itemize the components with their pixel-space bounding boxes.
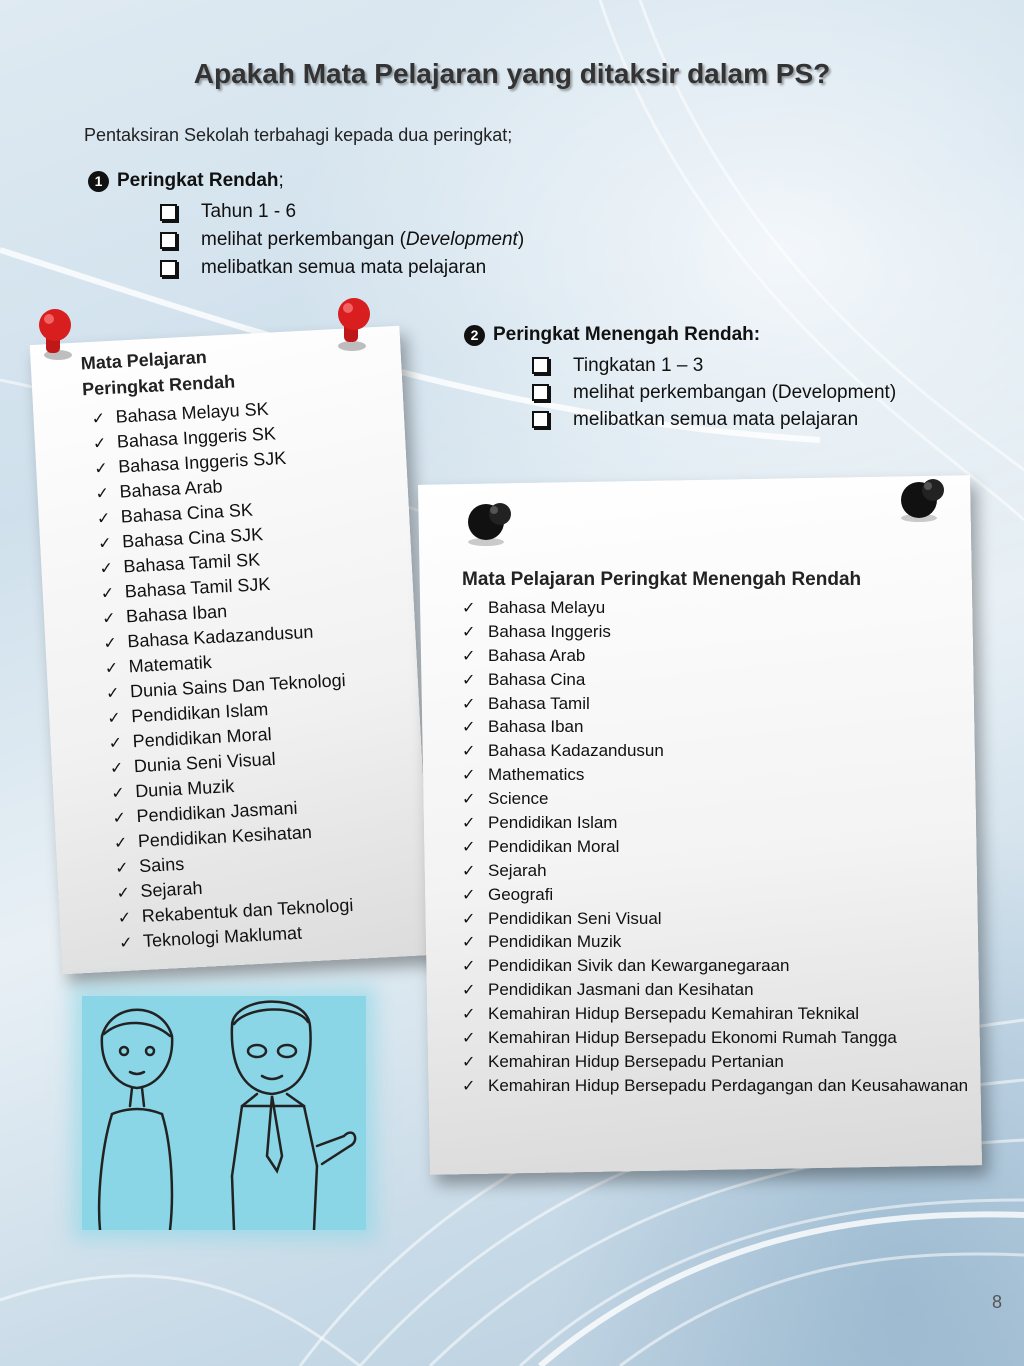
black-pushpin-icon: [895, 474, 955, 524]
level1-bullet: [160, 254, 524, 282]
checkmark-icon: ✓: [462, 1006, 476, 1024]
secondary-subject-item-label: Science: [488, 789, 549, 809]
level2-bullet: [532, 379, 896, 406]
checkmark-icon: ✓: [104, 659, 119, 678]
secondary-subject-item: [462, 692, 968, 716]
secondary-subject-item: [462, 859, 968, 883]
checkmark-icon: ✓: [100, 585, 115, 603]
checkmark-icon: ✓: [103, 634, 118, 653]
secondary-subject-item: [462, 907, 968, 931]
primary-subject-item-label: Rekabentuk dan Teknologi: [141, 894, 354, 927]
primary-subject-item-label: Bahasa Iban: [125, 601, 228, 627]
checkmark-icon: ✓: [114, 859, 130, 878]
secondary-subject-item-label: Kemahiran Hidup Bersepadu Kemahiran Teknikal: [488, 1004, 860, 1024]
level1-heading-text: Peringkat Rendah: [117, 170, 279, 191]
checkmark-icon: ✓: [462, 767, 476, 785]
secondary-subject-item: [462, 620, 968, 644]
secondary-subject-item-label: Bahasa Cina: [488, 669, 586, 689]
secondary-subject-item: [462, 739, 968, 763]
secondary-subject-item-label: Pendidikan Moral: [488, 836, 620, 856]
checkmark-icon: ✓: [462, 910, 476, 928]
checkmark-icon: ✓: [107, 709, 122, 728]
level1-bullet-italic: Development: [405, 229, 518, 250]
primary-subject-item-label: Dunia Sains Dan Teknologi: [129, 670, 347, 702]
primary-subject-item-label: Bahasa Cina SJK: [121, 524, 264, 552]
secondary-subject-item-label: Kemahiran Hidup Bersepadu Perdagangan dan Keusahawanan: [488, 1075, 969, 1095]
secondary-subject-item-label: Geografi: [488, 884, 554, 904]
checkmark-icon: ✓: [462, 1077, 476, 1095]
checkmark-icon: ✓: [91, 410, 106, 428]
primary-note-title-line1: Mata Pelajaran: [80, 346, 208, 374]
primary-subject-item-label: Teknologi Maklumat: [142, 922, 303, 951]
checkbox-bullet-icon: [160, 204, 177, 221]
level2-heading: [464, 324, 896, 346]
checkmark-icon: ✓: [462, 600, 476, 617]
checkmark-icon: ✓: [462, 743, 476, 761]
primary-subjects-note: [30, 326, 432, 975]
level1-bullet-text: melibatkan semua mata pelajaran: [201, 257, 487, 278]
level1-bullet-text: Tahun 1 - 6: [201, 201, 297, 222]
primary-subject-item-label: Bahasa Tamil SK: [122, 549, 261, 577]
level2-bullet-text: Tingkatan 1 – 3: [573, 354, 704, 376]
level2-bullet: [532, 352, 896, 379]
checkmark-icon: ✓: [118, 934, 134, 953]
secondary-subject-item: [462, 787, 968, 811]
secondary-subject-item: [462, 668, 968, 692]
primary-subject-item-label: Bahasa Tamil SJK: [124, 573, 271, 602]
primary-subject-item-label: Bahasa Arab: [119, 476, 224, 502]
checkmark-icon: ✓: [462, 862, 476, 880]
intro-text: Pentaksiran Sekolah terbahagi kepada dua peringkat;: [84, 125, 513, 145]
checkmark-icon: ✓: [462, 815, 476, 833]
secondary-subject-item: [462, 954, 968, 978]
checkmark-icon: ✓: [108, 734, 123, 753]
primary-subject-item-label: Pendidikan Islam: [130, 699, 269, 727]
primary-subject-item-label: Bahasa Inggeris SK: [116, 423, 277, 452]
checkmark-icon: ✓: [109, 759, 124, 778]
checkbox-bullet-icon: [532, 411, 549, 428]
secondary-subject-item: [462, 883, 968, 907]
students-sketch-illustration: [82, 996, 366, 1230]
checkmark-icon: ✓: [462, 1053, 476, 1071]
primary-subject-item-label: Dunia Muzik: [134, 776, 235, 802]
primary-subject-item-label: Bahasa Cina SK: [120, 499, 254, 527]
primary-subject-item-label: Bahasa Inggeris SJK: [117, 447, 287, 477]
black-pushpin-icon: [460, 498, 520, 548]
red-pushpin-icon: [330, 294, 380, 354]
secondary-subject-item-label: Pendidikan Seni Visual: [488, 908, 662, 928]
level1-bullet-text: melihat perkembangan (: [201, 229, 406, 250]
checkmark-icon: ✓: [116, 884, 131, 903]
level2-bullet-text: melibatkan semua mata pelajaran: [573, 408, 859, 430]
checkmark-icon: ✓: [97, 535, 113, 553]
checkmark-icon: ✓: [93, 460, 109, 478]
checkmark-icon: ✓: [110, 784, 126, 803]
checkmark-icon: ✓: [105, 684, 120, 703]
checkmark-icon: ✓: [113, 834, 128, 853]
primary-subject-item-label: Sejarah: [139, 877, 203, 902]
page-title: Apakah Mata Pelajaran yang ditaksir dalam PS?: [193, 58, 831, 89]
secondary-subject-item-label: Mathematics: [488, 765, 585, 785]
secondary-subject-item-label: Bahasa Melayu: [488, 598, 606, 617]
secondary-subject-item: [462, 1050, 968, 1074]
primary-subjects-list: [91, 393, 359, 955]
primary-subject-item-label: Sains: [138, 853, 185, 877]
secondary-subject-item: [462, 715, 968, 739]
level2-bullet: [532, 406, 896, 433]
students-drawing: [82, 996, 366, 1230]
level1-heading-suffix: ;: [278, 170, 284, 191]
secondary-subject-item: [462, 978, 968, 1002]
red-pushpin-icon: [30, 305, 80, 365]
secondary-subject-item-label: Bahasa Inggeris: [488, 621, 611, 641]
checkbox-bullet-icon: [160, 232, 177, 249]
checkmark-icon: ✓: [462, 791, 476, 809]
level1-bullet: [160, 226, 524, 254]
level2-section: [464, 324, 896, 433]
checkmark-icon: ✓: [462, 695, 476, 713]
secondary-subject-item: [462, 644, 968, 668]
checkmark-icon: ✓: [112, 809, 127, 828]
secondary-subject-item: [462, 1026, 968, 1050]
checkmark-icon: ✓: [92, 435, 107, 453]
primary-subject-item-label: Pendidikan Jasmani: [136, 797, 298, 827]
secondary-subject-item-label: Kemahiran Hidup Bersepadu Pertanian: [488, 1051, 784, 1071]
secondary-subject-item-label: Pendidikan Sivik dan Kewarganegaraan: [488, 956, 790, 976]
secondary-subject-item-label: Sejarah: [488, 860, 547, 880]
primary-subject-item-label: Pendidikan Kesihatan: [137, 822, 313, 852]
checkmark-icon: ✓: [462, 647, 476, 665]
checkmark-icon: ✓: [99, 560, 114, 578]
checkmark-icon: ✓: [101, 610, 117, 628]
checkmark-icon: ✓: [462, 838, 476, 856]
checkmark-icon: ✓: [95, 485, 110, 503]
secondary-subject-item-label: Pendidikan Islam: [488, 813, 618, 833]
level1-heading: [88, 170, 524, 192]
primary-subject-item-label: Bahasa Kadazandusun: [126, 621, 314, 652]
primary-note-title: [80, 342, 236, 402]
checkmark-icon: ✓: [462, 1030, 476, 1048]
checkmark-icon: ✓: [96, 510, 111, 528]
secondary-note-title: Mata Pelajaran Peringkat Menengah Rendah: [462, 569, 862, 590]
number-1-icon: 1: [88, 171, 109, 192]
checkmark-icon: ✓: [462, 671, 476, 689]
number-2-icon: 2: [464, 325, 485, 346]
primary-subject-item-label: Bahasa Melayu SK: [115, 398, 270, 427]
page-number: 8: [991, 1292, 1002, 1312]
secondary-subject-item: [462, 835, 968, 859]
level2-heading-text: Peringkat Menengah Rendah:: [493, 324, 761, 345]
checkmark-icon: ✓: [462, 982, 476, 1000]
checkbox-bullet-icon: [532, 384, 549, 401]
checkbox-bullet-icon: [160, 260, 177, 277]
secondary-subject-item-label: Kemahiran Hidup Bersepadu Ekonomi Rumah Tangga: [488, 1028, 897, 1048]
checkmark-icon: ✓: [462, 623, 476, 641]
checkmark-icon: ✓: [117, 909, 132, 928]
level1-bullet-text: ): [517, 229, 525, 250]
checkmark-icon: ✓: [462, 719, 476, 737]
primary-subject-item-label: Matematik: [128, 652, 213, 677]
secondary-subject-item-label: Bahasa Iban: [488, 717, 584, 737]
primary-subject-item-label: Dunia Seni Visual: [133, 748, 277, 777]
secondary-subject-item-label: Bahasa Kadazandusun: [488, 741, 664, 761]
secondary-subject-item-label: Bahasa Tamil: [488, 693, 590, 713]
primary-subject-item-label: Pendidikan Moral: [132, 724, 273, 752]
secondary-subject-item: [462, 596, 968, 620]
secondary-subject-item-label: Pendidikan Jasmani dan Kesihatan: [488, 980, 754, 1000]
secondary-subject-item: [462, 811, 968, 835]
secondary-subject-item-label: Pendidikan Muzik: [488, 932, 622, 952]
secondary-subject-item: [462, 1074, 968, 1098]
checkmark-icon: ✓: [462, 886, 476, 904]
level1-bullet: [160, 198, 524, 226]
secondary-subject-item-label: Bahasa Arab: [488, 645, 586, 665]
checkmark-icon: ✓: [462, 934, 476, 952]
secondary-subjects-list: [462, 596, 968, 1098]
secondary-subject-item: [462, 1002, 968, 1026]
secondary-subject-item: [462, 763, 968, 787]
secondary-subject-item: [462, 930, 968, 954]
level2-bullet-text: melihat perkembangan (Development): [573, 381, 897, 403]
checkbox-bullet-icon: [532, 357, 549, 374]
checkmark-icon: ✓: [462, 958, 476, 976]
level1-section: [88, 170, 524, 282]
primary-note-title-line2: Peringkat Rendah: [81, 371, 236, 400]
